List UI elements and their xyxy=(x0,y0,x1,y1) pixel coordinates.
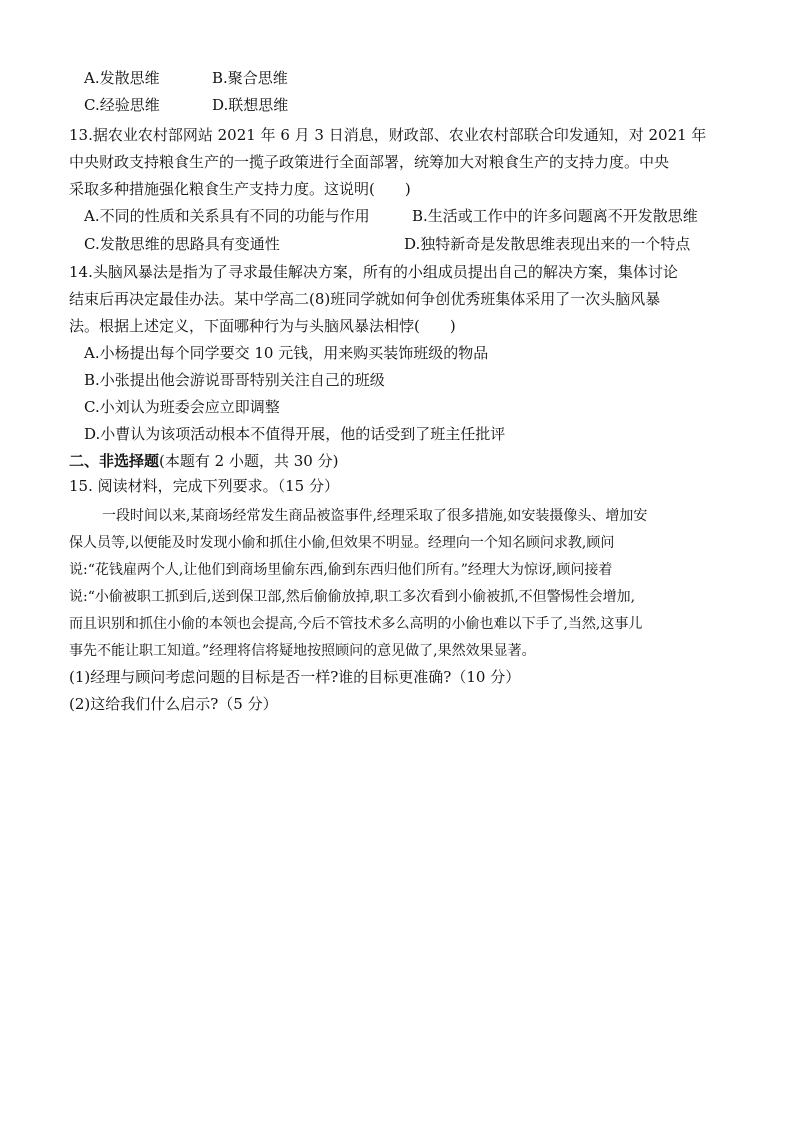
q13-stem-line-1: 13.据农业农村部网站 2021 年 6 月 3 日消息，财政部、农业农村部联合印发通知，对 2021 年 xyxy=(69,126,707,144)
q14-stem-line-3: 法。根据上述定义，下面哪种行为与头脑风暴法相悖( ) xyxy=(69,317,456,335)
q15-passage-line-2: 保人员等,以便能及时发现小偷和抓住小偷,但效果不明显。经理向一个知名顾问求教,顾问 xyxy=(69,535,615,551)
q13-stem-line-3: 采取多种措施强化粮食生产支持力度。这说明( ) xyxy=(69,180,411,198)
q12-option-a: A.发散思维 xyxy=(84,69,160,87)
q15-subquestion-2: (2)这给我们什么启示?（5 分） xyxy=(69,695,278,713)
q13-option-a: A.不同的性质和关系具有不同的功能与作用 xyxy=(84,207,370,225)
q15-subquestion-1: (1)经理与顾问考虑问题的目标是否一样?谁的目标更准确?（10 分） xyxy=(69,668,521,686)
q15-passage-line-4: 说:“小偷被职工抓到后,送到保卫部,然后偷偷放掉,职工多次看到小偷被抓,不但警惕性会增加, xyxy=(69,589,636,605)
q14-stem-line-1: 14.头脑风暴法是指为了寻求最佳解决方案，所有的小组成员提出自己的解决方案，集体讨论 xyxy=(69,263,678,281)
q14-stem-line-2: 结束后再决定最佳办法。某中学高二(8)班同学就如何争创优秀班集体采用了一次头脑风暴 xyxy=(69,290,661,308)
section-heading-title: 二、非选择题 xyxy=(69,452,160,470)
q13-option-c: C.发散思维的思路具有变通性 xyxy=(84,235,280,253)
q13-option-d: D.独特新奇是发散思维表现出来的一个特点 xyxy=(404,235,691,253)
q14-option-a: A.小杨提出每个同学要交 10 元钱，用来购买装饰班级的物品 xyxy=(84,344,489,362)
section-heading xyxy=(69,451,338,471)
q15-passage-line-5: 而且识别和抓住小偷的本领也会提高,今后不管技术多么高明的小偷也难以下手了,当然,这事儿 xyxy=(69,616,643,632)
q15-passage-line-1: 一段时间以来,某商场经常发生商品被盗事件,经理采取了很多措施,如安装摄像头、增加安 xyxy=(102,508,648,524)
q13-stem-line-2: 中央财政支持粮食生产的一揽子政策进行全面部署，统筹加大对粮食生产的支持力度。中央 xyxy=(69,153,670,171)
q14-option-b: B.小张提出他会游说哥哥特别关注自己的班级 xyxy=(84,371,385,389)
q12-option-d: D.联想思维 xyxy=(212,96,289,114)
q14-option-d: D.小曹认为该项活动根本不值得开展，他的话受到了班主任批评 xyxy=(84,425,506,443)
q12-option-c: C.经验思维 xyxy=(84,96,160,114)
q12-option-b: B.聚合思维 xyxy=(212,69,288,87)
q15-title: 15. 阅读材料，完成下列要求。（15 分） xyxy=(69,477,339,495)
q14-option-c: C.小刘认为班委会应立即调整 xyxy=(84,398,280,416)
q15-passage-line-3: 说:“花钱雇两个人,让他们到商场里偷东西,偷到东西归他们所有。”经理大为惊讶,顾问接着 xyxy=(69,562,613,578)
section-heading-note: (本题有 2 小题，共 30 分) xyxy=(159,452,339,470)
q13-option-b: B.生活或工作中的许多问题离不开发散思维 xyxy=(412,207,698,225)
q15-passage-line-6: 事先不能让职工知道。”经理将信将疑地按照顾问的意见做了,果然效果显著。 xyxy=(69,643,536,659)
